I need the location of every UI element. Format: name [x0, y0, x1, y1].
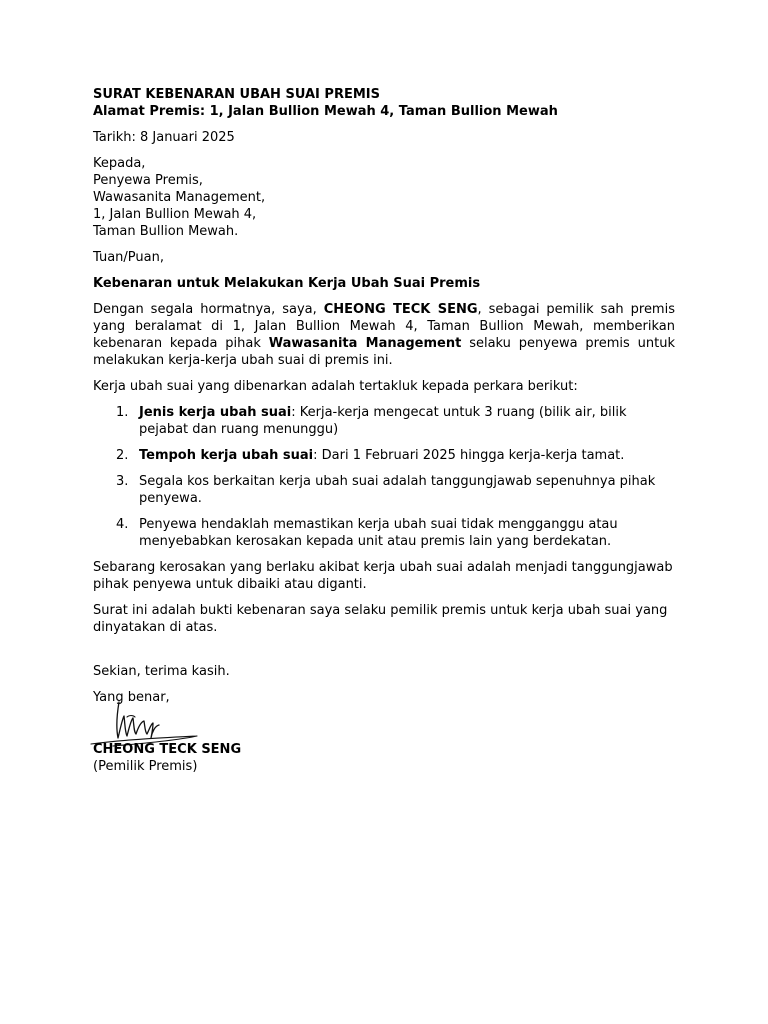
- recipient-line: Penyewa Premis,: [93, 173, 203, 188]
- intro-paragraph: [93, 301, 675, 369]
- conditions-intro: Kerja ubah suai yang dibenarkan adalah tertakluk kepada perkara berikut:: [93, 379, 578, 394]
- signer-role: (Pemilik Premis): [93, 759, 198, 774]
- damage-paragraph: [93, 559, 675, 593]
- recipient-line: Wawasanita Management,: [93, 190, 266, 205]
- list-item: [93, 404, 675, 438]
- intro-text: , sebagai pemilik sah premis yang beralamat di 1, Jalan Bullion Mewah 4, Taman Bullion Mewah, memberikan kebenaran kepada pihak: [93, 302, 675, 351]
- recipient-block: [93, 155, 675, 240]
- letter-subject: Kebenaran untuk Melakukan Kerja Ubah Suai Premis: [93, 276, 481, 291]
- list-item-label: Tempoh kerja ubah suai: [139, 448, 314, 463]
- list-item-text: pejabat dan ruang menunggu): [139, 422, 339, 437]
- signature-area: [93, 706, 675, 741]
- intro-text: Dengan segala hormatnya, saya,: [93, 302, 324, 317]
- letter-date: Tarikh: 8 Januari 2025: [93, 130, 235, 145]
- list-item-number: 1.: [116, 405, 129, 420]
- list-item-text: penyewa.: [139, 491, 202, 506]
- list-item-number: 3.: [116, 474, 129, 489]
- paragraph-line: pihak penyewa untuk dibaiki atau diganti.: [93, 577, 367, 592]
- list-item-text: Segala kos berkaitan kerja ubah suai adalah tanggungjawab sepenuhnya pihak: [139, 474, 656, 489]
- sign-off: Yang benar,: [93, 690, 170, 705]
- salutation: Tuan/Puan,: [93, 250, 164, 265]
- list-item-number: 4.: [116, 517, 129, 532]
- list-item-number: 2.: [116, 448, 129, 463]
- owner-name: CHEONG TECK SENG: [323, 302, 478, 317]
- list-item: [93, 473, 675, 507]
- closing-line: Sekian, terima kasih.: [93, 664, 230, 679]
- recipient-line: Kepada,: [93, 156, 146, 171]
- list-item: [93, 447, 675, 464]
- list-item: [93, 516, 675, 550]
- premises-address: Alamat Premis: 1, Jalan Bullion Mewah 4, Taman Bullion Mewah: [93, 104, 558, 119]
- letter-title: SURAT KEBENARAN UBAH SUAI PREMIS: [93, 87, 380, 102]
- paragraph-line: Surat ini adalah bukti kebenaran saya selaku pemilik premis untuk kerja ubah suai yang: [93, 603, 668, 618]
- list-item-text: : Kerja-kerja mengecat untuk 3 ruang (bilik air, bilik: [291, 405, 627, 420]
- paragraph-line: Sebarang kerosakan yang berlaku akibat kerja ubah suai adalah menjadi tanggungjawab: [93, 560, 673, 575]
- conditions-list: [93, 404, 675, 550]
- list-item-label: Jenis kerja ubah suai: [139, 405, 292, 420]
- recipient-line: Taman Bullion Mewah.: [93, 224, 239, 239]
- paragraph-line: dinyatakan di atas.: [93, 620, 218, 635]
- list-item-text: Penyewa hendaklah memastikan kerja ubah suai tidak mengganggu atau: [139, 517, 618, 532]
- list-item-text: menyebabkan kerosakan kepada unit atau premis lain yang berdekatan.: [139, 534, 612, 549]
- list-item-text: : Dari 1 Februari 2025 hingga kerja-kerja tamat.: [313, 448, 625, 463]
- proof-paragraph: [93, 602, 675, 636]
- signer-name: CHEONG TECK SENG: [93, 742, 242, 757]
- letter-page: [93, 86, 675, 775]
- recipient-line: 1, Jalan Bullion Mewah 4,: [93, 207, 257, 222]
- intro-text: selaku penyewa premis untuk melakukan kerja-kerja ubah suai di premis ini.: [93, 336, 675, 368]
- tenant-name: Wawasanita Management: [268, 336, 462, 351]
